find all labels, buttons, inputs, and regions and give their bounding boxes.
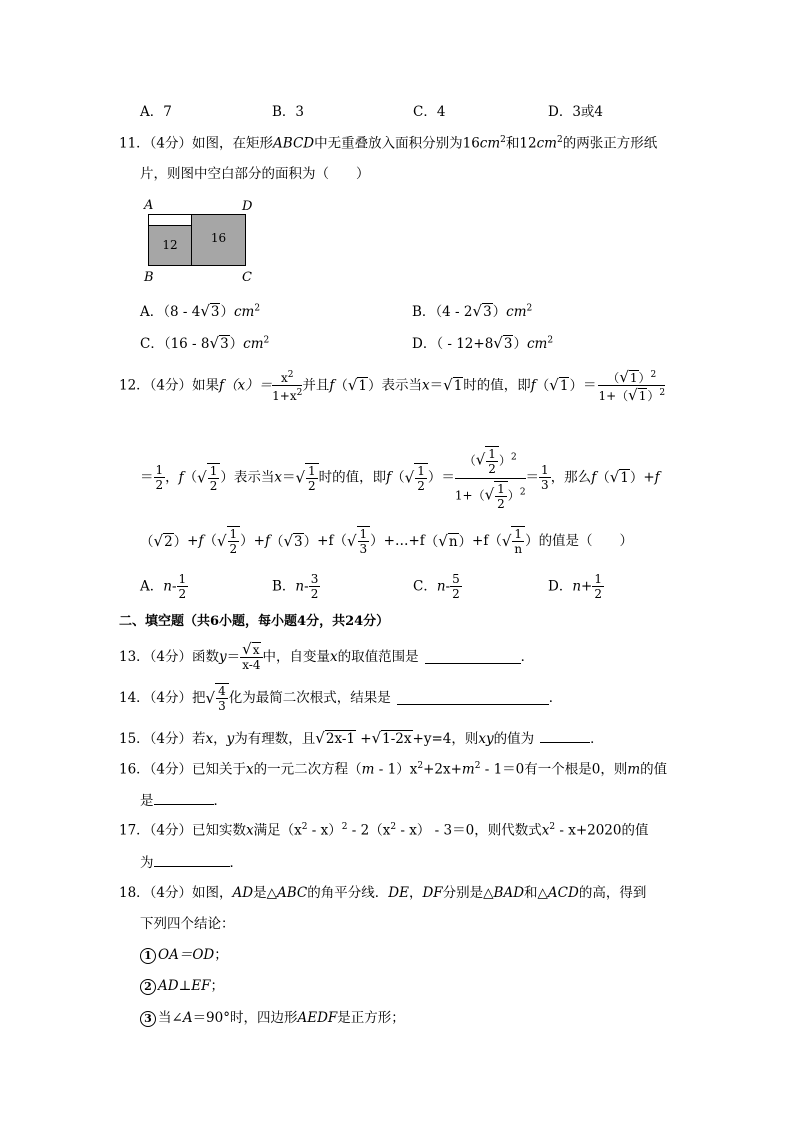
q14-answer-blank[interactable] — [397, 691, 549, 705]
q12-option-a: A．n- $\frac{1}{2}$ — [140, 572, 187, 601]
q16-line2: 是 ． — [140, 793, 227, 809]
q10-option-b: B．3 — [272, 104, 305, 120]
q10-option-a: A．7 — [140, 104, 172, 120]
q11-stem-line2: 片，则图中空白部分的面积为（ ） — [140, 166, 370, 182]
q10-option-c: C．4 — [413, 104, 446, 120]
fig-label-c: C — [242, 270, 252, 285]
q12-fraction-fhalf: （√ $\frac{1}{2}$ ）$^2$ 1+（√ $\frac{1}{2}$ ）$^2$ — [455, 444, 526, 511]
q12-option-b: B．n- $\frac{3}{2}$ — [272, 572, 319, 601]
q16-line1: 16．（4分）已知关于x的一元二次方程$(m - 1)x^2+2x+m^2 - 1=0$有一个根是0，则m的值 — [119, 761, 668, 778]
q12-line2: ＝ $\frac{1}{2}$ ，f（√ $\frac{1}{2}$ ）表示当x＝√ $\frac{1}{2}$ 时的值，即f（√ $\frac{1}{2}$ ）＝ （√ $\frac{1}{2}$ ）$^2$ 1+（√ $\frac{1}{2}$ ）$^2$ ＝ $\frac{1}{3}$ ，那么f（√1）+f — [140, 444, 660, 511]
q10-option-d: D．3或4 — [548, 104, 604, 120]
q12-line3: （√2）+f（√ $\frac{1}{2}$ ）+f（√3）+f（√ $\frac{1}{3}$ ）+…+f（√n）+f（√ $\frac{1}{n}$ ）的值是（ ） — [140, 527, 634, 556]
q15: 15．（4分）若x，y为有理数，且√2x-1 +√1-2x+y=4，则xy的值为 ． — [119, 729, 604, 747]
q12-option-c: C．n- $\frac{5}{2}$ — [413, 572, 460, 601]
q11-option-b: B．$(4 - 2√3)cm^2$ — [412, 302, 533, 320]
q13-answer-blank[interactable] — [425, 650, 521, 664]
q17-line1: 17．（4分）已知实数x满足$(x^2 - x)^2 - 2(x^2 - x) - 3=0$，则代数式$x^2 - x+2020$的值 — [119, 822, 649, 839]
q14: 14．（4分）把√ $\frac{4}{3}$ 化为最简二次根式，结果是 ． — [119, 684, 563, 713]
q11-option-a: A．$(8 - 4√3)cm^2$ — [140, 302, 261, 320]
fig-label-d: D — [242, 199, 253, 214]
q11-option-d: D．（ - $12+8√3)cm^2$ — [412, 334, 554, 352]
q18-conclusion-2: 2 AD⊥EF； — [140, 978, 224, 995]
q18-conclusion-1: 1 OA＝OD； — [140, 947, 228, 964]
q12-option-d: D．n+ $\frac{1}{2}$ — [548, 572, 602, 601]
q11-figure — [140, 198, 260, 288]
q17-answer-blank[interactable] — [154, 853, 230, 867]
q18-conclusion-3: 3 当∠A＝90°时，四边形AEDF是正方形； — [140, 1010, 405, 1027]
q12-line1: 12．（4分）如果f（x）＝ $\frac{x^2}{1+x^2}$ 并且f（√1）表示当x＝√1时的值，即f（√1）＝ $\frac{(√1)^2}{1+(√1)^2}$ — [119, 368, 666, 404]
q11-stem-line1: 11．（4分）如图，在矩形ABCD中无重叠放入面积分别为$16cm^2$和$12cm^2$的两张正方形纸 — [119, 135, 658, 152]
q18-line1: 18．（4分）如图，AD是△ABC的角平分线．DE，DF分别是△BAD和△ACD的高，得到 — [119, 885, 647, 901]
q12-fraction-fx: $\frac{x^2}{1+x^2}$ — [272, 370, 303, 403]
q16-answer-blank[interactable] — [154, 791, 214, 805]
square-12: 12 — [148, 225, 192, 266]
q11-option-c: C．$(16 - 8√3)cm^2$ — [140, 334, 270, 352]
q15-answer-blank[interactable] — [540, 729, 590, 743]
square-16: 16 — [191, 214, 246, 266]
fig-label-b: B — [144, 270, 154, 285]
q18-line2: 下列四个结论： — [140, 916, 235, 932]
section-heading-fill-in: 二、填空题（共6小题，每小题4分，共24分） — [119, 614, 390, 629]
q13: 13．（4分）函数y＝ $\frac{√x}{x-4}$ 中，自变量x的取值范围是 ． — [119, 640, 535, 672]
q12-fraction-f1: $\frac{(√1)^2}{1+(√1)^2}$ — [598, 368, 666, 404]
fig-label-a: A — [144, 198, 154, 213]
q17-line2: 为 ． — [140, 855, 243, 871]
